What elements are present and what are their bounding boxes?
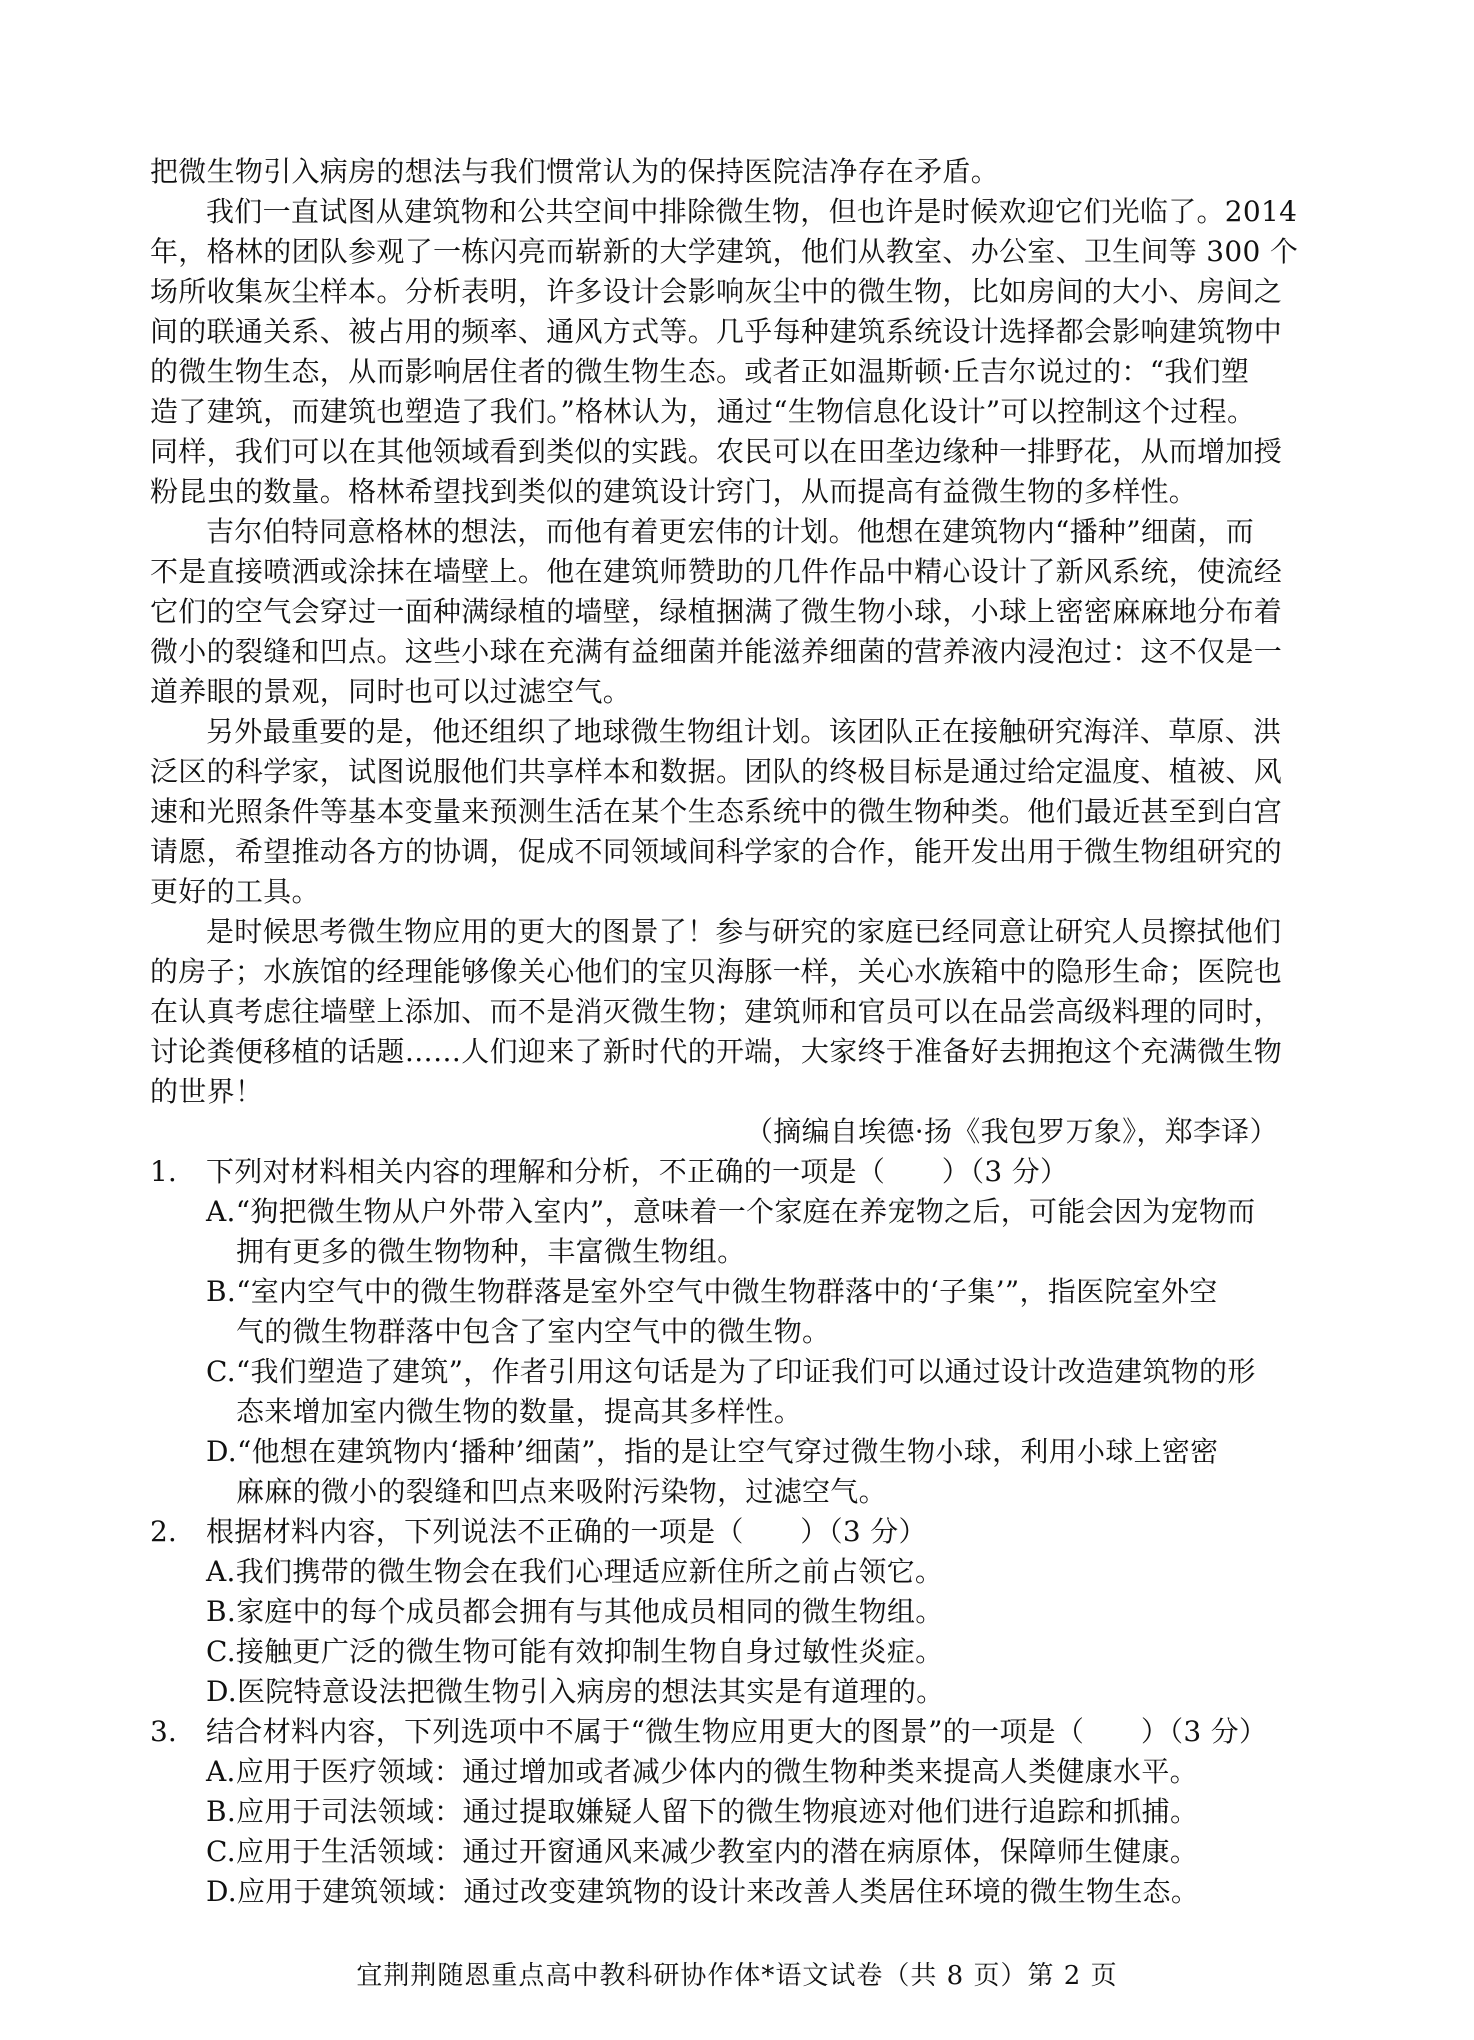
question-stem: 下列对材料相关内容的理解和分析，不正确的一项是（ ）（3 分） — [206, 1155, 1069, 1188]
article-line: 请愿，希望推动各方的协调，促成不同领域间科学家的合作，能开发出用于微生物组研究的 — [150, 835, 1283, 868]
article-line: 不是直接喷洒或涂抹在墙壁上。他在建筑师赞助的几件作品中精心设计了新风系统，使流经 — [150, 555, 1283, 588]
article-line: 是时候思考微生物应用的更大的图景了！参与研究的家庭已经同意让研究人员擦拭他们 — [206, 915, 1282, 948]
article-line: 我们一直试图从建筑物和公共空间中排除微生物，但也许是时候欢迎它们光临了。2014 — [206, 195, 1298, 228]
option-a-continued: 拥有更多的微生物物种，丰富微生物组。 — [236, 1235, 746, 1268]
question-number: 2. — [150, 1515, 177, 1548]
article-line: 把微生物引入病房的想法与我们惯常认为的保持医院洁净存在矛盾。 — [150, 155, 1000, 188]
article-line: 另外最重要的是，他还组织了地球微生物组计划。该团队正在接触研究海洋、草原、洪 — [206, 715, 1282, 748]
article-line: 同样，我们可以在其他领域看到类似的实践。农民可以在田垄边缘种一排野花，从而增加授 — [150, 435, 1283, 468]
page-footer: 宜荆荆随恩重点高中教科研协作体*语文试卷（共 8 页）第 2 页 — [356, 1961, 1118, 1991]
option-d: D.医院特意设法把微生物引入病房的想法其实是有道理的。 — [206, 1675, 945, 1708]
article-line: 的世界！ — [150, 1075, 264, 1108]
option-b: B.家庭中的每个成员都会拥有与其他成员相同的微生物组。 — [206, 1595, 944, 1628]
option-c: C.“我们塑造了建筑”，作者引用这句话是为了印证我们可以通过设计改造建筑物的形 — [206, 1355, 1256, 1388]
article-line: 更好的工具。 — [150, 875, 320, 908]
option-a: A.我们携带的微生物会在我们心理适应新住所之前占领它。 — [206, 1555, 944, 1588]
question-stem: 根据材料内容，下列说法不正确的一项是（ ）（3 分） — [206, 1515, 927, 1548]
article-line: 吉尔伯特同意格林的想法，而他有着更宏伟的计划。他想在建筑物内“播种”细菌，而 — [206, 515, 1255, 548]
option-c: C.接触更广泛的微生物可能有效抑制生物自身过敏性炎症。 — [206, 1635, 944, 1668]
article-line: 它们的空气会穿过一面种满绿植的墙壁，绿植捆满了微生物小球，小球上密密麻麻地分布着 — [150, 595, 1283, 628]
article-line: 粉昆虫的数量。格林希望找到类似的建筑设计窍门，从而提高有益微生物的多样性。 — [150, 475, 1198, 508]
article-line: 的微生物生态，从而影响居住者的微生物生态。或者正如温斯顿·丘吉尔说过的：“我们塑 — [150, 355, 1250, 388]
article-line: 微小的裂缝和凹点。这些小球在充满有益细菌并能滋养细菌的营养液内浸泡过：这不仅是一 — [150, 635, 1283, 668]
article-line: 道养眼的景观，同时也可以过滤空气。 — [150, 675, 632, 708]
article-line: 讨论粪便移植的话题……人们迎来了新时代的开端，大家终于准备好去拥抱这个充满微生物 — [150, 1035, 1283, 1068]
option-d-continued: 麻麻的微小的裂缝和凹点来吸附污染物，过滤空气。 — [236, 1475, 887, 1508]
option-b: B.应用于司法领域：通过提取嫌疑人留下的微生物痕迹对他们进行追踪和抓捕。 — [206, 1795, 1199, 1828]
option-d: D.应用于建筑领域：通过改变建筑物的设计来改善人类居住环境的微生物生态。 — [206, 1875, 1200, 1908]
option-b: B.“室内空气中的微生物群落是室外空气中微生物群落中的‘子集’”，指医院室外空 — [206, 1275, 1218, 1308]
article-source: （摘编自埃德·扬《我包罗万象》，郑李译） — [745, 1115, 1278, 1148]
article-line: 造了建筑，而建筑也塑造了我们。”格林认为，通过“生物信息化设计”可以控制这个过程。 — [150, 395, 1256, 428]
article-line: 的房子；水族馆的经理能够像关心他们的宝贝海豚一样，关心水族箱中的隐形生命；医院也 — [150, 955, 1283, 988]
option-c-continued: 态来增加室内微生物的数量，提高其多样性。 — [236, 1395, 803, 1428]
option-a: A.“狗把微生物从户外带入室内”，意味着一个家庭在养宠物之后，可能会因为宠物而 — [206, 1195, 1256, 1228]
article-line: 场所收集灰尘样本。分析表明，许多设计会影响灰尘中的微生物，比如房间的大小、房间之 — [150, 275, 1283, 308]
article-line: 速和光照条件等基本变量来预测生活在某个生态系统中的微生物种类。他们最近甚至到白宫 — [150, 795, 1283, 828]
option-b-continued: 气的微生物群落中包含了室内空气中的微生物。 — [236, 1315, 831, 1348]
article-line: 年，格林的团队参观了一栋闪亮而崭新的大学建筑，他们从教室、办公室、卫生间等 300 个 — [150, 235, 1299, 268]
question-number: 3. — [150, 1715, 177, 1748]
option-c: C.应用于生活领域：通过开窗通风来减少教室内的潜在病原体，保障师生健康。 — [206, 1835, 1199, 1868]
option-a: A.应用于医疗领域：通过增加或者减少体内的微生物种类来提高人类健康水平。 — [206, 1755, 1198, 1788]
option-d: D.“他想在建筑物内‘播种’细菌”，指的是让空气穿过微生物小球，利用小球上密密 — [206, 1435, 1219, 1468]
question-number: 1. — [150, 1155, 177, 1188]
article-line: 在认真考虑往墙壁上添加、而不是消灭微生物；建筑师和官员可以在品尝高级料理的同时， — [150, 995, 1283, 1028]
question-stem: 结合材料内容，下列选项中不属于“微生物应用更大的图景”的一项是（ ）（3 分） — [206, 1715, 1268, 1748]
article-line: 间的联通关系、被占用的频率、通风方式等。几乎每种建筑系统设计选择都会影响建筑物中 — [150, 315, 1283, 348]
article-line: 泛区的科学家，试图说服他们共享样本和数据。团队的终极目标是通过给定温度、植被、风 — [150, 755, 1283, 788]
